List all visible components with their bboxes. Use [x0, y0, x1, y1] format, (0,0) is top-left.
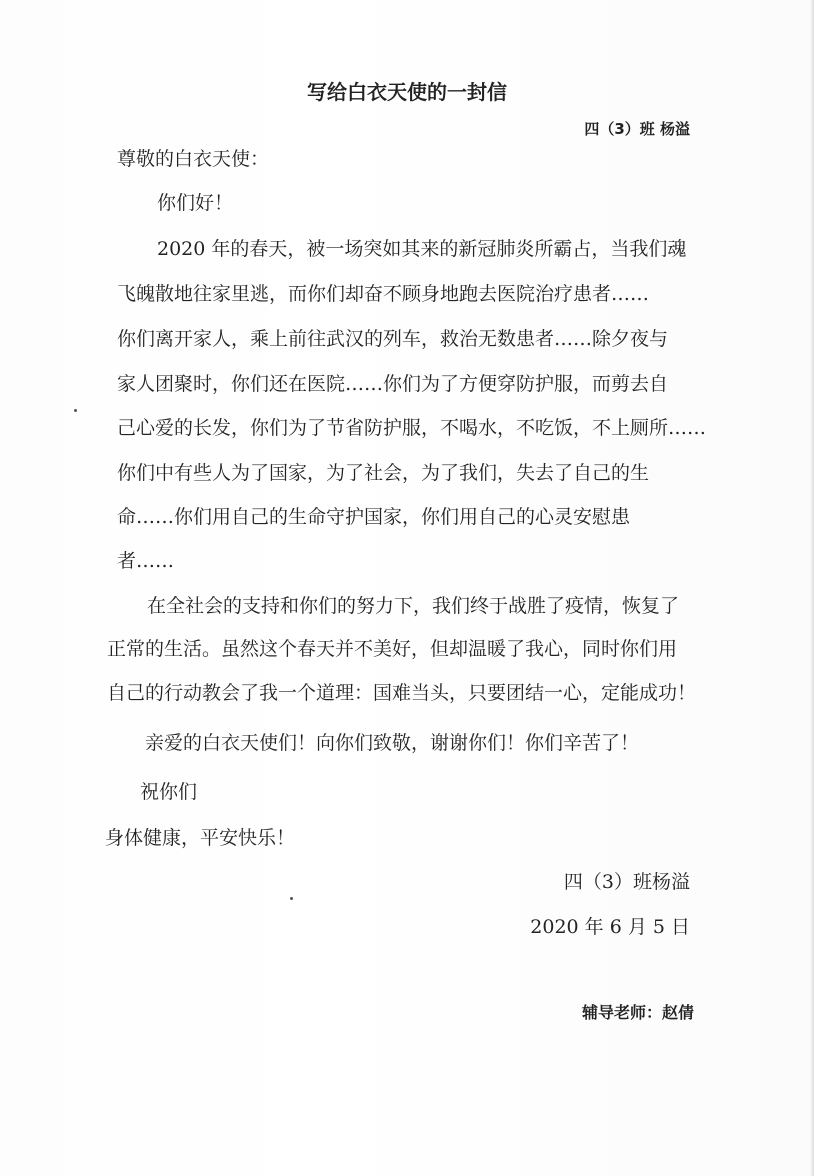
body-line: 飞魄散地往家里逃，而你们却奋不顾身地跑去医院治疗患者…… — [117, 283, 650, 305]
salutation: 尊敬的白衣天使： — [117, 148, 270, 170]
closing-blessing: 身体健康，平安快乐！ — [105, 827, 296, 849]
body-line: 命……你们用自己的生命守护国家，你们用自己的心灵安慰患 — [117, 506, 631, 528]
body-line: 者…… — [117, 550, 175, 572]
page-edge-shadow — [810, 0, 814, 1176]
body-line: 亲爱的白衣天使们！向你们致敬，谢谢你们！你们辛苦了！ — [145, 732, 640, 754]
body-line: 自己的行动教会了我一个道理：国难当头，只要团结一心，定能成功！ — [107, 682, 697, 704]
closing-wish: 祝你们 — [140, 781, 198, 803]
body-line: 2020 年的春天，被一场突如其来的新冠肺炎所霸占，当我们魂 — [157, 238, 687, 260]
author-class-name: 四（3）班 杨溢 — [584, 120, 690, 138]
signature: 四（3）班杨溢 — [563, 871, 690, 893]
body-line: 正常的生活。虽然这个春天并不美好，但却温暖了我心，同时你们用 — [107, 638, 678, 660]
body-line: 家人团聚时，你们还在医院……你们为了方便穿防护服，而剪去自 — [117, 373, 669, 395]
scan-speck — [290, 897, 293, 900]
scan-speck — [74, 409, 77, 412]
tutor-name: 辅导老师：赵倩 — [581, 1003, 694, 1022]
letter-date: 2020 年 6 月 5 日 — [530, 916, 690, 938]
body-line: 在全社会的支持和你们的努力下，我们终于战胜了疫情，恢复了 — [147, 595, 680, 617]
body-line: 你们中有些人为了国家，为了社会，为了我们，失去了自己的生 — [117, 462, 650, 484]
letter-title: 写给白衣天使的一封信 — [307, 80, 507, 104]
greeting: 你们好！ — [157, 192, 234, 214]
body-line: 你们离开家人，乘上前往武汉的列车，救治无数患者……除夕夜与 — [117, 328, 669, 350]
body-line: 己心爱的长发，你们为了节省防护服，不喝水，不吃饭，不上厕所…… — [117, 417, 707, 439]
